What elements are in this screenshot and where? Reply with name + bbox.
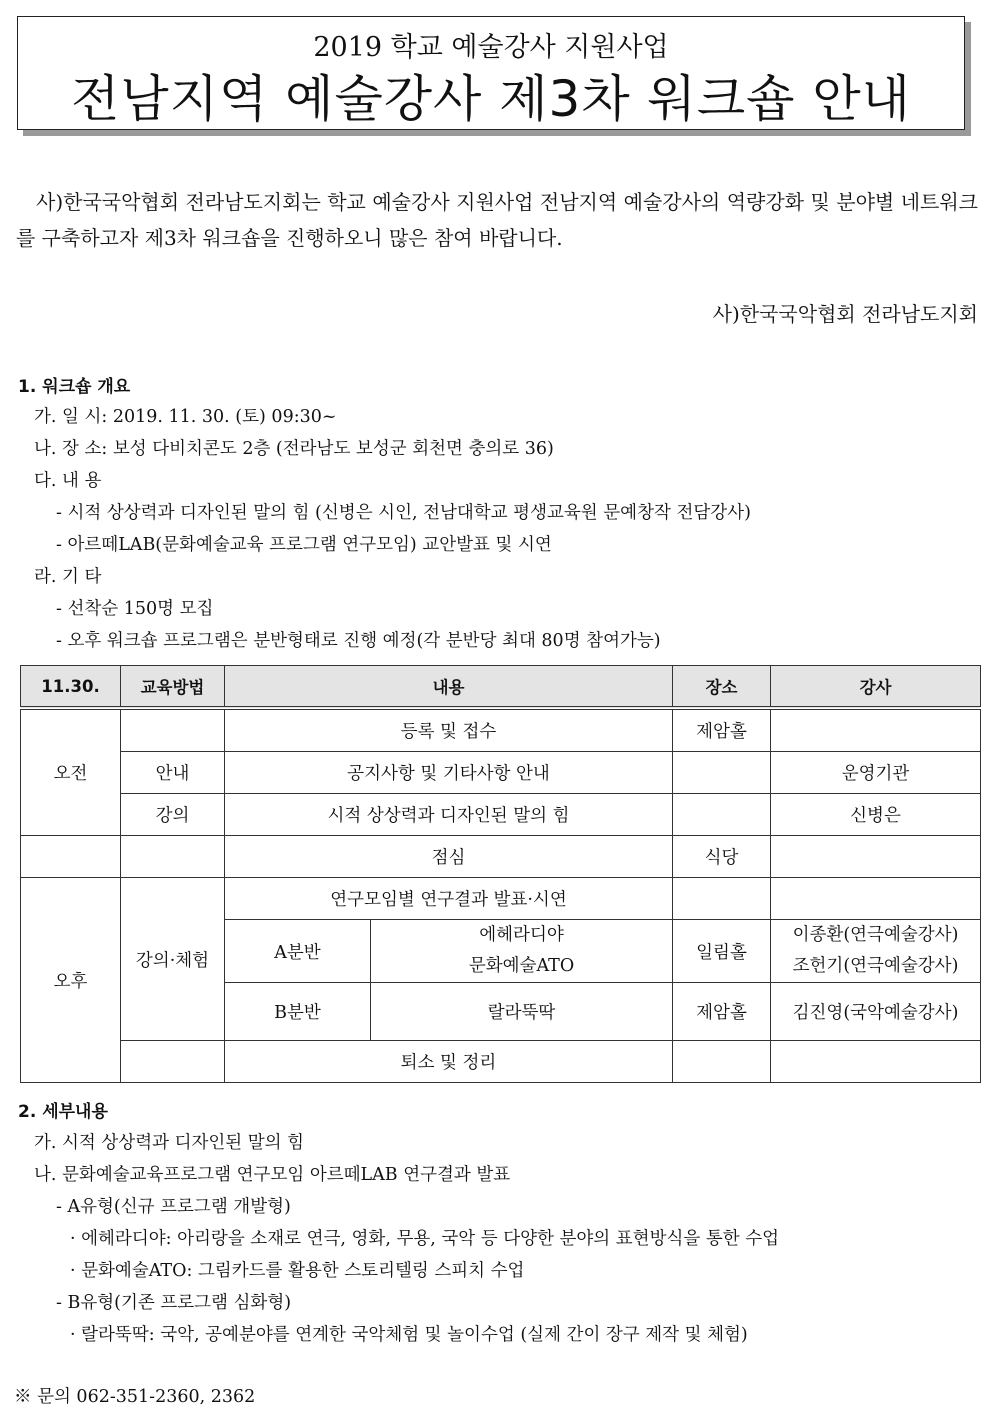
table-header-row bbox=[21, 666, 981, 709]
place-cell bbox=[673, 794, 771, 836]
header-instructor: 강사 bbox=[771, 666, 981, 709]
instructor-cell: 김진영(국악예술강사) bbox=[771, 983, 981, 1041]
place-cell: 일림홀 bbox=[673, 920, 771, 983]
method-cell bbox=[121, 708, 225, 752]
table-row bbox=[21, 708, 981, 752]
group-label: B분반 bbox=[225, 983, 371, 1041]
detail-bullet: · 에헤라디야: 아리랑을 소재로 연극, 영화, 무용, 국악 등 다양한 분야의 표현방식을 통한 수업 bbox=[70, 1229, 780, 1249]
method-cell bbox=[121, 1041, 225, 1083]
section2-title: 2. 세부내용 bbox=[18, 1102, 108, 1122]
detail-bullet: · 문화예술ATO: 그림카드를 활용한 스토리텔링 스피치 수업 bbox=[70, 1261, 525, 1281]
content-cell: 등록 및 접수 bbox=[225, 708, 673, 752]
header-content: 내용 bbox=[225, 666, 673, 709]
group-label: A분반 bbox=[225, 920, 371, 983]
detail-subitem: - B유형(기존 프로그램 심화형) bbox=[56, 1293, 292, 1313]
place-cell bbox=[673, 878, 771, 920]
content-cell bbox=[371, 920, 673, 983]
title-box bbox=[17, 16, 965, 130]
content-line: 문화예술ATO bbox=[468, 956, 575, 976]
method-cell: 안내 bbox=[121, 752, 225, 794]
detail-subitem: - A유형(신규 프로그램 개발형) bbox=[56, 1197, 291, 1217]
contact-info: ※ 문의 062-351-2360, 2362 bbox=[14, 1387, 256, 1407]
table-row bbox=[21, 752, 981, 794]
detail-item: 가. 시적 상상력과 디자인된 말의 힘 bbox=[34, 1133, 305, 1153]
title-subheading: 2019 학교 예술강사 지원사업 bbox=[313, 32, 669, 63]
instructor-cell bbox=[771, 878, 981, 920]
method-cell bbox=[121, 836, 225, 878]
instructor-cell: 운영기관 bbox=[771, 752, 981, 794]
place-cell bbox=[673, 752, 771, 794]
page-title: 전남지역 예술강사 제3차 워크숍 안내 bbox=[71, 70, 911, 128]
place-cell bbox=[673, 1041, 771, 1083]
overview-content-item: - 시적 상상력과 디자인된 말의 힘 (신병은 시인, 전남대학교 평생교육원 문예창작 전담강사) bbox=[56, 503, 751, 523]
section1-title: 1. 워크숍 개요 bbox=[18, 377, 131, 397]
schedule-table bbox=[20, 665, 981, 1083]
content-line: 에헤라디야 bbox=[479, 925, 564, 945]
table-row bbox=[21, 836, 981, 878]
place-cell: 제암홀 bbox=[673, 708, 771, 752]
am-label: 오전 bbox=[21, 708, 121, 836]
overview-etc-item: - 선착순 150명 모집 bbox=[56, 599, 214, 619]
instructor-line: 이종환(연극예술강사) bbox=[792, 925, 959, 945]
header-method: 교육방법 bbox=[121, 666, 225, 709]
content-cell: 점심 bbox=[225, 836, 673, 878]
overview-place: 나. 장 소: 보성 다비치콘도 2층 (전라남도 보성군 회천면 충의로 36) bbox=[34, 439, 554, 459]
instructor-cell bbox=[771, 836, 981, 878]
instructor-line: 조헌기(연극예술강사) bbox=[792, 956, 959, 976]
header-place: 장소 bbox=[673, 666, 771, 709]
method-cell: 강의 bbox=[121, 794, 225, 836]
content-cell: 연구모임별 연구결과 발표·시연 bbox=[225, 878, 673, 920]
date-cell bbox=[21, 836, 121, 878]
content-cell: 공지사항 및 기타사항 안내 bbox=[225, 752, 673, 794]
overview-date: 가. 일 시: 2019. 11. 30. (토) 09:30~ bbox=[34, 407, 337, 427]
overview-etc-item: - 오후 워크숍 프로그램은 분반형태로 진행 예정(각 분반당 최대 80명 참여가능) bbox=[56, 631, 661, 651]
instructor-cell bbox=[771, 708, 981, 752]
pm-label: 오후 bbox=[21, 878, 121, 1083]
detail-item: 나. 문화예술교육프로그램 연구모임 아르떼LAB 연구결과 발표 bbox=[34, 1165, 511, 1185]
detail-bullet: · 랄라뚝딱: 국악, 공예분야를 연계한 국악체험 및 놀이수업 (실제 간이 장구 제작 및 체험) bbox=[70, 1325, 748, 1345]
place-cell: 제암홀 bbox=[673, 983, 771, 1041]
overview-content-heading: 다. 내 용 bbox=[34, 471, 102, 491]
organization-signature: 사)한국국악협회 전라남도지회 bbox=[712, 302, 978, 326]
table-row bbox=[21, 794, 981, 836]
instructor-cell bbox=[771, 1041, 981, 1083]
instructor-cell bbox=[771, 920, 981, 983]
content-cell: 랄라뚝딱 bbox=[371, 983, 673, 1041]
header-date: 11.30. bbox=[21, 666, 121, 709]
table-row bbox=[21, 878, 981, 920]
content-cell: 퇴소 및 정리 bbox=[225, 1041, 673, 1083]
table-row bbox=[21, 1041, 981, 1083]
instructor-cell: 신병은 bbox=[771, 794, 981, 836]
overview-etc-heading: 라. 기 타 bbox=[34, 567, 102, 587]
overview-content-item: - 아르떼LAB(문화예술교육 프로그램 연구모임) 교안발표 및 시연 bbox=[56, 535, 552, 555]
intro-paragraph: 사)한국국악협회 전라남도지회는 학교 예술강사 지원사업 전남지역 예술강사의 역량강화 및 분야별 네트워크를 구축하고자 제3차 워크숍을 진행하오니 많은 참여 바랍니다. bbox=[16, 190, 978, 250]
place-cell: 식당 bbox=[673, 836, 771, 878]
method-cell: 강의·체험 bbox=[121, 878, 225, 1041]
content-cell: 시적 상상력과 디자인된 말의 힘 bbox=[225, 794, 673, 836]
